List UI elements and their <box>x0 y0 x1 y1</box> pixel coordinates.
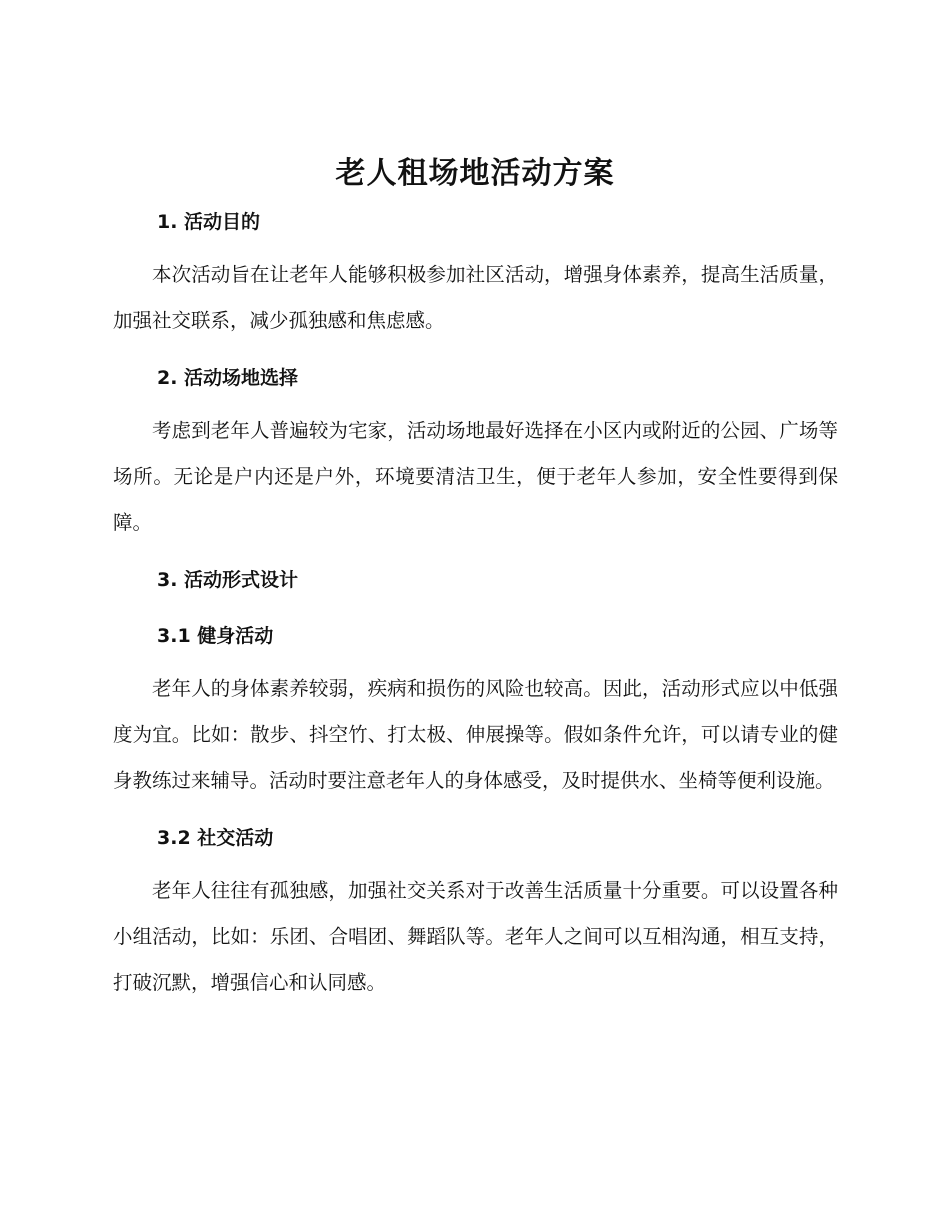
document-title: 老人租场地活动方案 <box>335 156 615 191</box>
section-heading-social: 3.2 社交活动 <box>157 827 274 849</box>
paragraph-social: 老年人往往有孤独感，加强社交关系对于改善生活质量十分重要。可以设置各种小组活动，比如：乐团、合唱团、舞蹈队等。老年人之间可以互相沟通，相互支持，打破沉默，增强信心和认同感。 <box>113 879 838 994</box>
paragraph-purpose: 本次活动旨在让老年人能够积极参加社区活动，增强身体素养，提高生活质量，加强社交联系，减少孤独感和焦虑感。 <box>113 263 838 332</box>
section-heading-venue: 2. 活动场地选择 <box>157 367 299 389</box>
paragraph-venue: 考虑到老年人普遍较为宅家，活动场地最好选择在小区内或附近的公园、广场等场所。无论是户内还是户外，环境要清洁卫生，便于老年人参加，安全性要得到保障。 <box>113 419 838 534</box>
section-heading-format: 3. 活动形式设计 <box>157 569 299 591</box>
paragraph-fitness: 老年人的身体素养较弱，疾病和损伤的风险也较高。因此，活动形式应以中低强度为宜。比如：散步、抖空竹、打太极、伸展操等。假如条件允许，可以请专业的健身教练过来辅导。活动时要注意老年人的身体感受，及时提供水、坐椅等便利设施。 <box>113 677 838 792</box>
document-body <box>113 200 838 1006</box>
section-heading-purpose: 1. 活动目的 <box>157 211 261 233</box>
section-heading-fitness: 3.1 健身活动 <box>157 625 274 647</box>
